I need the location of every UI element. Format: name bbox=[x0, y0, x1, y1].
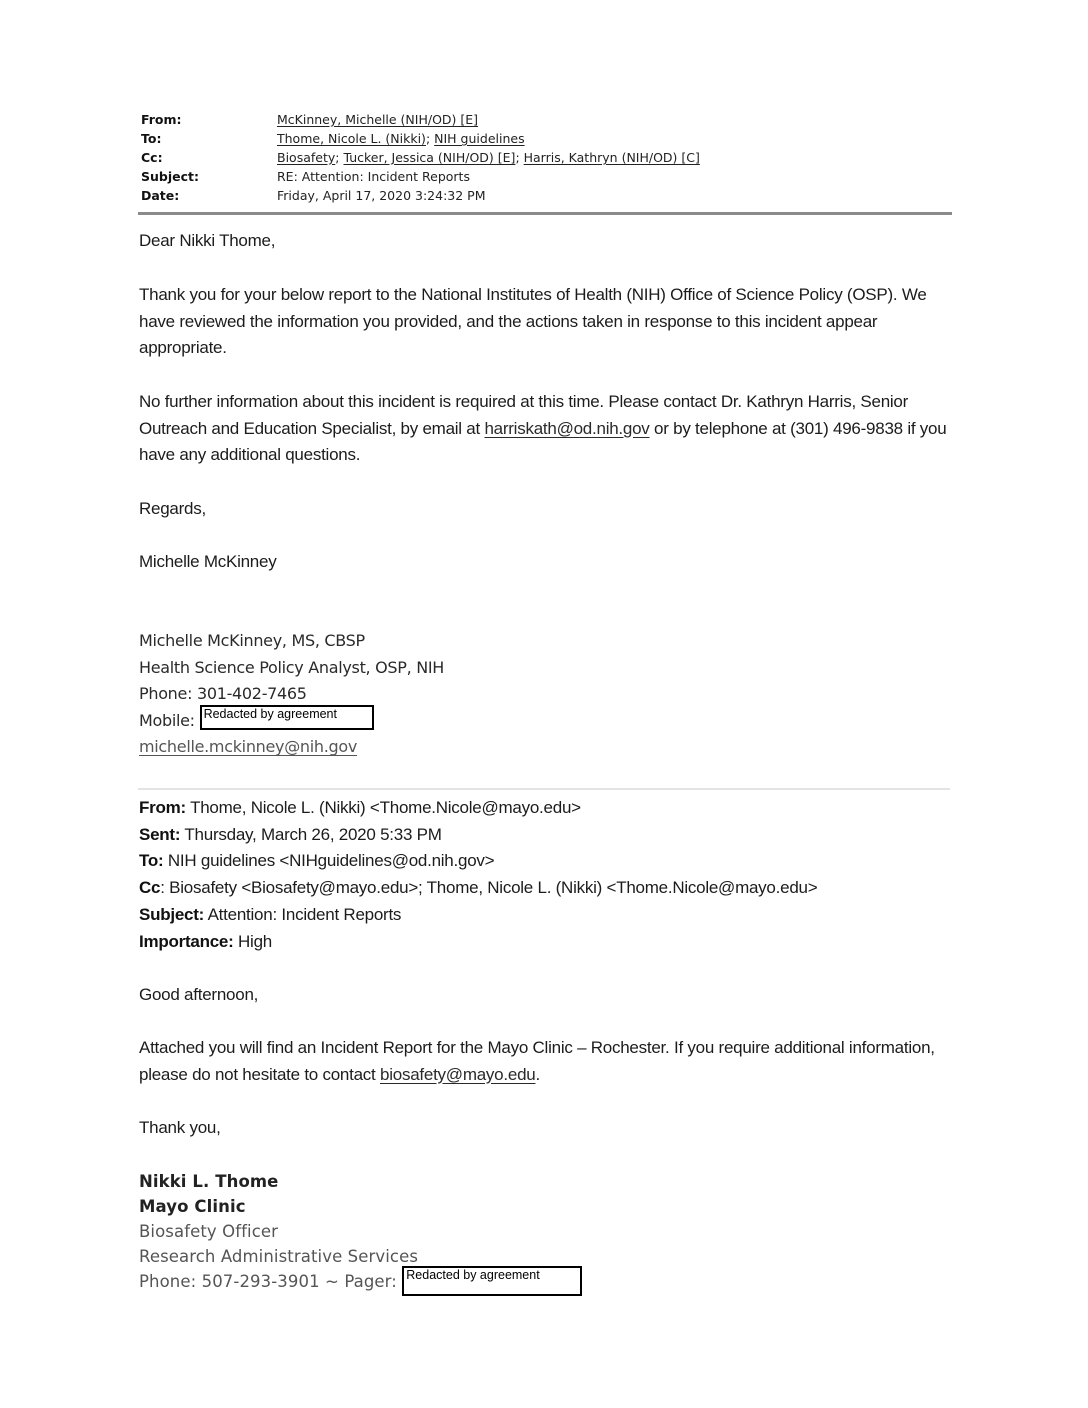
original-cc-value: : Biosafety <Biosafety@mayo.edu>; Thome, Nicole L. (Nikki) <Thome.Nicole@mayo.edu> bbox=[160, 878, 818, 898]
original-signature bbox=[139, 1169, 582, 1296]
original-paragraph-1-text: . bbox=[535, 1064, 540, 1084]
to-recipient[interactable]: NIH guidelines bbox=[434, 131, 525, 146]
original-from-label: From: bbox=[139, 798, 186, 817]
date-value: Friday, April 17, 2020 3:24:32 PM bbox=[277, 188, 486, 203]
original-paragraph-1 bbox=[139, 1035, 939, 1088]
original-paragraph-1-text: Attached you will find an Incident Report for the Mayo Clinic – Rochester. If you require additional information, please do not hesitate to contact bbox=[139, 1038, 935, 1084]
original-importance-value: High bbox=[233, 931, 272, 951]
recipient-separator: ; bbox=[335, 150, 344, 165]
reply-paragraph-1: Thank you for your below report to the National Institutes of Health (NIH) Office of Science Policy (OSP). We have reviewed the information you provided, and the actions taken in response to this incident appear appropriate. bbox=[139, 285, 927, 357]
reply-sender-name: Michelle McKinney bbox=[139, 552, 277, 571]
from-value[interactable]: McKinney, Michelle (NIH/OD) [E] bbox=[277, 112, 479, 127]
original-importance-label: Importance: bbox=[139, 931, 234, 951]
reply-date-row bbox=[141, 186, 700, 205]
original-signature-name: Nikki L. Thome bbox=[139, 1172, 279, 1191]
original-greeting: Good afternoon, bbox=[139, 985, 259, 1004]
original-subject-value: Attention: Incident Reports bbox=[204, 904, 402, 924]
harris-email-link[interactable]: harriskath@od.nih.gov bbox=[484, 418, 650, 438]
original-subject-row bbox=[139, 902, 817, 929]
original-sent-value: Thursday, March 26, 2020 5:33 PM bbox=[180, 824, 442, 844]
reply-to-row bbox=[141, 129, 700, 148]
cc-label: Cc: bbox=[141, 150, 163, 165]
original-sent-row bbox=[139, 822, 817, 849]
mobile-label: Mobile: bbox=[139, 710, 200, 730]
signature-email-link[interactable]: michelle.mckinney@nih.gov bbox=[139, 737, 358, 756]
signature-title-line: Health Science Policy Analyst, OSP, NIH bbox=[139, 657, 445, 677]
original-header bbox=[139, 795, 817, 955]
original-signature-org: Mayo Clinic bbox=[139, 1197, 246, 1216]
original-to-value: NIH guidelines <NIHguidelines@od.nih.gov> bbox=[163, 851, 495, 871]
original-from-row bbox=[139, 795, 817, 822]
original-cc-label: Cc bbox=[139, 878, 161, 898]
original-to-label: To: bbox=[139, 851, 164, 871]
original-signature-title: Biosafety Officer bbox=[139, 1222, 279, 1241]
original-importance-row bbox=[139, 929, 817, 956]
reply-greeting: Dear Nikki Thome, bbox=[139, 231, 276, 250]
signature-phone-line: Phone: 301-402-7465 bbox=[139, 684, 307, 703]
original-cc-row bbox=[139, 875, 817, 902]
signature-name-line: Michelle McKinney, MS, CBSP bbox=[139, 631, 365, 650]
cc-recipient[interactable]: Biosafety bbox=[277, 150, 336, 165]
header-divider bbox=[138, 212, 952, 215]
subject-label: Subject: bbox=[141, 169, 199, 184]
reply-paragraph-2-text: or by telephone at (301) 496-9838 if you have any additional questions. bbox=[139, 418, 947, 464]
recipient-separator: ; bbox=[515, 150, 524, 165]
reply-from-row bbox=[141, 110, 700, 129]
original-from-value: Thome, Nicole L. (Nikki) <Thome.Nicole@mayo.edu> bbox=[185, 798, 581, 817]
original-sent-label: Sent: bbox=[139, 824, 181, 844]
reply-signature bbox=[139, 628, 444, 761]
subject-value: RE: Attention: Incident Reports bbox=[277, 169, 470, 184]
original-signature-department: Research Administrative Services bbox=[139, 1247, 419, 1266]
reply-paragraph-2 bbox=[139, 389, 959, 469]
reply-header bbox=[141, 110, 700, 205]
reply-closing: Regards, bbox=[139, 499, 206, 518]
to-recipients bbox=[277, 129, 525, 148]
original-phone-text: Phone: 507-293-3901 ~ Pager: bbox=[139, 1272, 403, 1291]
to-recipient[interactable]: Thome, Nicole L. (Nikki) bbox=[277, 131, 426, 146]
cc-recipient[interactable]: Tucker, Jessica (NIH/OD) [E] bbox=[343, 150, 516, 165]
reply-subject-row bbox=[141, 167, 700, 186]
date-label: Date: bbox=[141, 188, 180, 203]
original-signature-phone-line bbox=[139, 1269, 582, 1296]
reply-paragraph-2-text: No further information about this incident is required at this time. Please contact Dr. Kathryn Harris, Senior Outreach and Education Specialist, by email at bbox=[139, 392, 909, 438]
recipient-separator: ; bbox=[425, 131, 435, 146]
message-divider bbox=[138, 788, 950, 790]
original-subject-label: Subject: bbox=[139, 904, 205, 924]
biosafety-email-link[interactable]: biosafety@mayo.edu bbox=[380, 1064, 536, 1084]
original-to-row bbox=[139, 848, 817, 875]
cc-recipient[interactable]: Harris, Kathryn (NIH/OD) [C] bbox=[523, 150, 700, 165]
redaction-box: Redacted by agreement bbox=[402, 1266, 582, 1296]
signature-mobile-line bbox=[139, 708, 444, 735]
cc-recipients bbox=[277, 148, 700, 167]
to-label: To: bbox=[141, 131, 162, 146]
from-label: From: bbox=[141, 112, 182, 127]
original-closing: Thank you, bbox=[139, 1118, 221, 1137]
redaction-box: Redacted by agreement bbox=[200, 705, 374, 730]
reply-cc-row bbox=[141, 148, 700, 167]
